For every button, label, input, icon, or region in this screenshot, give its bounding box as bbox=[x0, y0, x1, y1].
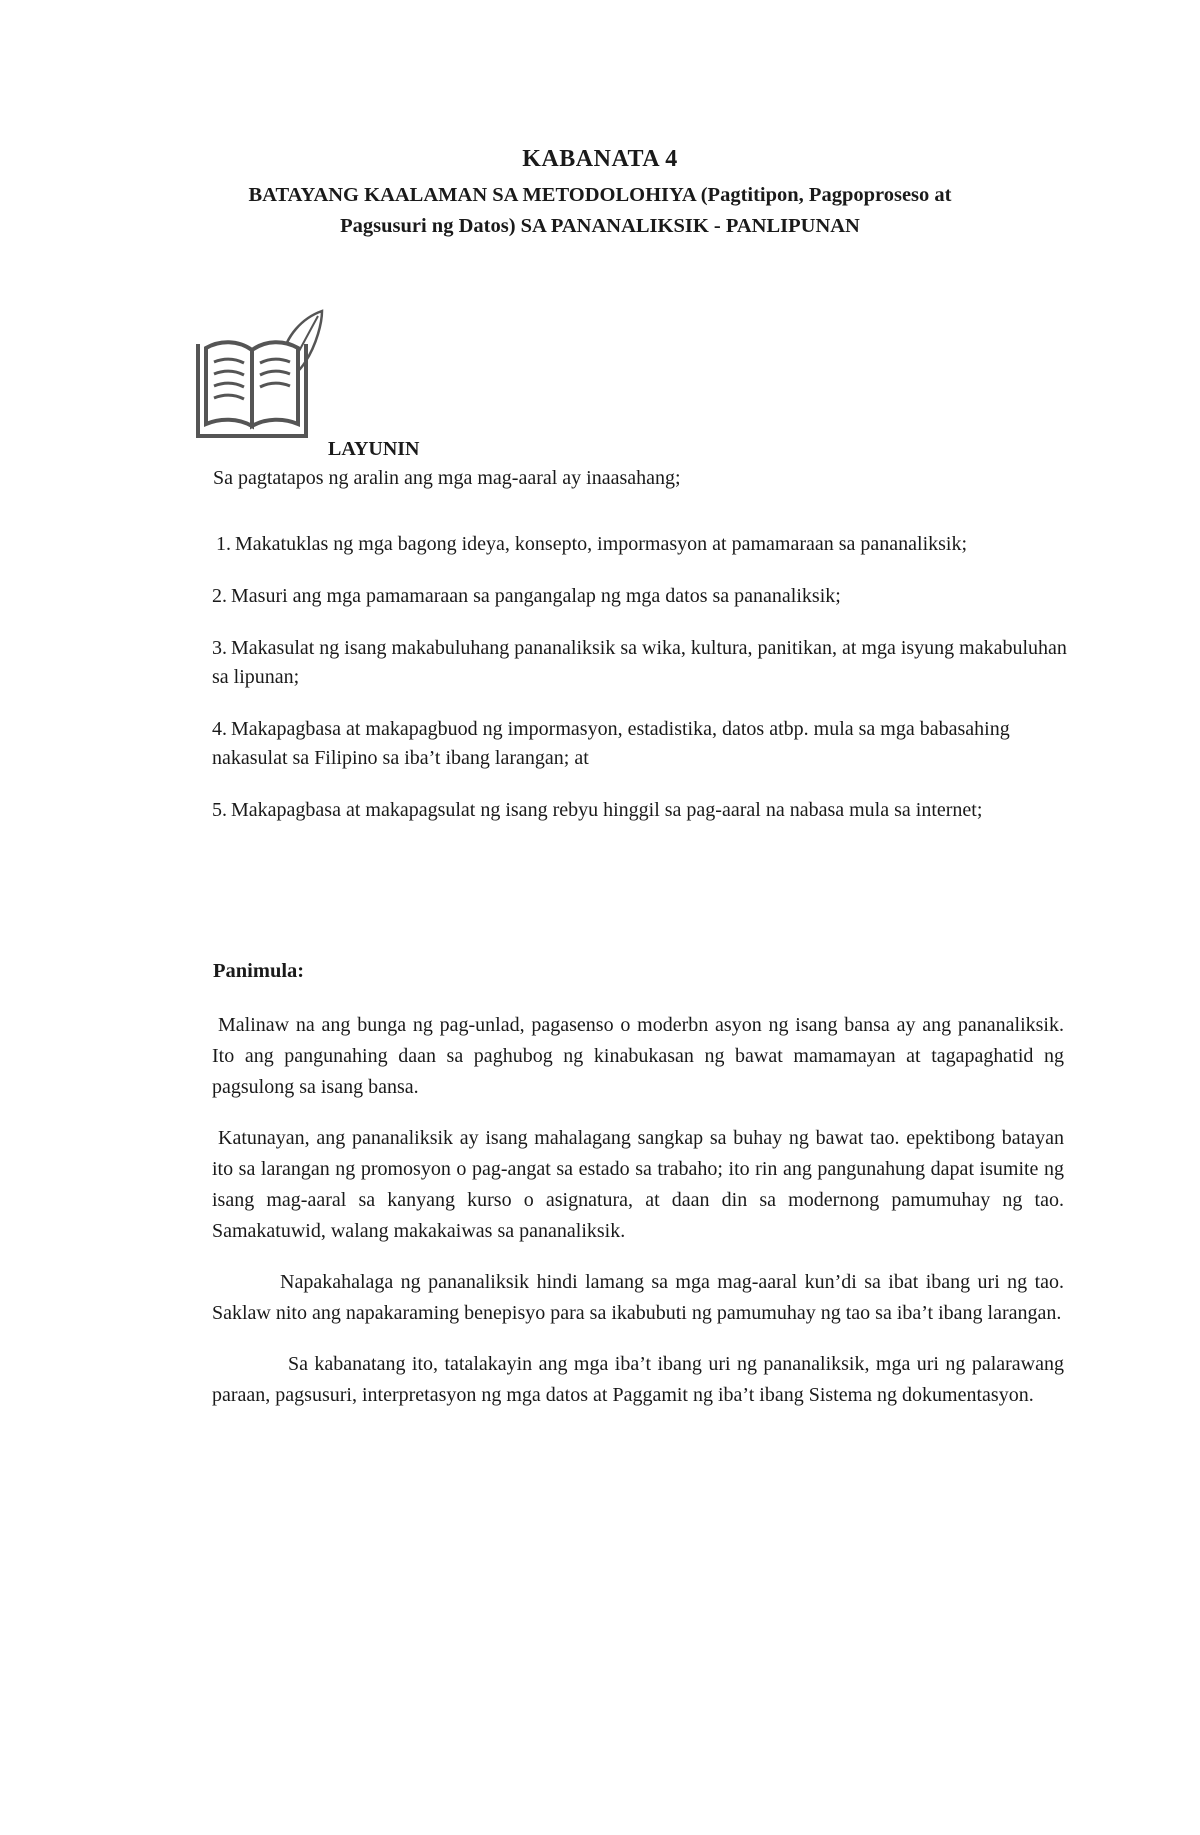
objective-item bbox=[212, 582, 1072, 611]
paragraph: Napakahalaga ng pananaliksik hindi lamang sa mga mag-aaral kun’di sa ibat ibang uri ng tao. Saklaw nito ang napakaraming benepisyo para sa ikabubuti ng pamumuhay ng tao sa iba’t ibang larangan. bbox=[212, 1271, 1064, 1324]
chapter-subtitle bbox=[220, 180, 980, 242]
objectives-list bbox=[212, 530, 1072, 848]
paragraph: Malinaw na ang bunga ng pag-unlad, pagasenso o moderbn asyon ng isang bansa ay ang pananaliksik. Ito ang pangunahing daan sa paghubog ng kinabukasan ng bawat mamamayan at tagapaghatid ng pagsulong sa isang bansa. bbox=[212, 1014, 1064, 1098]
objective-text: Makapagbasa at makapagbuod ng impormasyon, estadistika, datos atbp. mula sa mga babasahing nakasulat sa Filipino sa iba’t ibang larangan; at bbox=[212, 718, 1010, 769]
objective-item bbox=[212, 530, 1072, 559]
introduction-heading: Panimula: bbox=[213, 960, 305, 982]
objective-number: 2. bbox=[212, 585, 227, 607]
objective-item bbox=[212, 796, 1072, 825]
subtitle-line-2: Pagsusuri ng Datos) SA PANANALIKSIK - PANLIPUNAN bbox=[340, 215, 860, 237]
paragraph: Katunayan, ang pananaliksik ay isang mahalagang sangkap sa buhay ng bawat tao. epektibong batayan ito sa larangan ng promosyon o pag-angat sa estado sa trabaho; ito rin ang pangunahung dapat isumite ng isang mag-aaral sa kanyang kurso o asignatura, at daan din sa modernong pamumuhay ng tao. Samakatuwid, walang makakaiwas sa pananaliksik. bbox=[212, 1127, 1064, 1242]
paragraph: Sa kabanatang ito, tatalakayin ang mga iba’t ibang uri ng pananaliksik, mga uri ng palarawang paraan, pagsusuri, interpretasyon ng mga datos at Paggamit ng iba’t ibang Sistema ng dokumentasyon. bbox=[212, 1353, 1064, 1406]
objective-text: Masuri ang mga pamamaraan sa pangangalap ng mga datos sa pananaliksik; bbox=[231, 585, 841, 607]
objective-item bbox=[212, 715, 1072, 773]
objective-text: Makatuklas ng mga bagong ideya, konsepto, impormasyon at pamamaraan sa pananaliksik; bbox=[235, 533, 968, 555]
subtitle-line-1: BATAYANG KAALAMAN SA METODOLOHIYA (Pagtitipon, Pagpoproseso at bbox=[248, 184, 952, 206]
objectives-heading: LAYUNIN bbox=[328, 438, 420, 460]
objective-number: 1. bbox=[216, 533, 231, 555]
objective-text: Makasulat ng isang makabuluhang pananaliksik sa wika, kultura, panitikan, at mga isyung makabuluhan sa lipunan; bbox=[212, 637, 1067, 688]
objectives-intro: Sa pagtatapos ng aralin ang mga mag-aaral ay inaasahang; bbox=[213, 467, 681, 489]
objective-number: 3. bbox=[212, 637, 227, 659]
objective-number: 4. bbox=[212, 718, 227, 740]
objective-item bbox=[212, 634, 1072, 692]
objective-text: Makapagbasa at makapagsulat ng isang rebyu hinggil sa pag-aaral na nabasa mula sa internet; bbox=[231, 799, 983, 821]
objective-number: 5. bbox=[212, 799, 227, 821]
book-with-quill-icon bbox=[194, 308, 324, 438]
chapter-title: KABANATA 4 bbox=[522, 146, 678, 172]
introduction-body bbox=[212, 1010, 1064, 1431]
